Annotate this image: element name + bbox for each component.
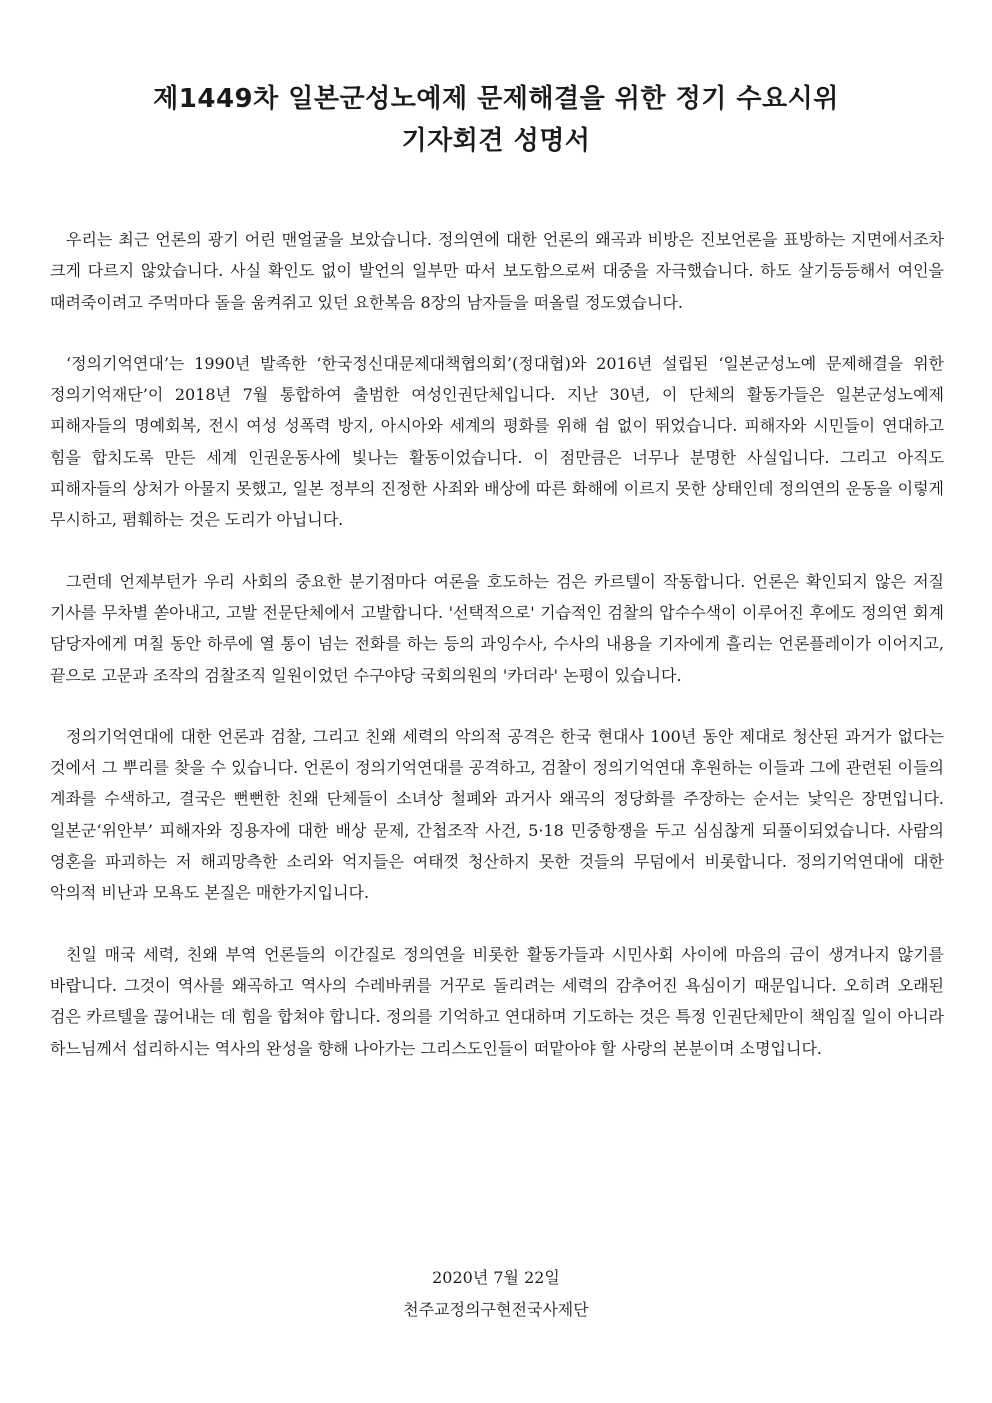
paragraph-1: 우리는 최근 언론의 광기 어린 맨얼굴을 보았습니다. 정의연에 대한 언론의 왜곡과 비방은 진보언론을 표방하는 지면에서조차 크게 다르지 않았습니다. 사실 확인도 없이 발언의 일부만 따서 보도함으로써 대중을 자극했습니다. 하도 살기등등해서 여인을 때려죽이려고 주먹마다 돌을 움켜쥐고 있던 요한복음 8장의 남자들을 떠올릴 정도였습니다.: [50, 230, 944, 312]
document-title: [0, 78, 992, 162]
paragraph-5: 친일 매국 세력, 친왜 부역 언론들의 이간질로 정의연을 비롯한 활동가들과 시민사회 사이에 마음의 금이 생겨나지 않기를 바랍니다. 그것이 역사를 왜곡하고 역사의 수레바퀴를 거꾸로 돌리려는 세력의 감추어진 욕심이기 때문입니다. 오히려 오래된 검은 카르텔을 끊어내는 데 힘을 합쳐야 합니다. 정의를 기억하고 연대하며 기도하는 것은 특정 인권단체만이 책임질 일이 아니라 하느님께서 섭리하시는 역사의 완성을 향해 나아가는 그리스도인들이 떠맡아야 할 사랑의 본분이며 소명입니다.: [50, 944, 944, 1058]
issuing-organization: 천주교정의구현전국사제단: [403, 1300, 589, 1319]
statement-body: [50, 224, 944, 1094]
paragraph-3: 그런데 언제부턴가 우리 사회의 중요한 분기점마다 여론을 호도하는 검은 카르텔이 작동합니다. 언론은 확인되지 않은 저질 기사를 무차별 쏟아내고, 고발 전문단체에서 고발합니다. '선택적으로' 기습적인 검찰의 압수수색이 이루어진 후에도 정의연 회계 담당자에게 며칠 동안 하루에 열 통이 넘는 전화를 하는 등의 과잉수사, 수사의 내용을 기자에게 흘리는 언론플레이가 이어지고, 끝으로 고문과 조작의 검찰조직 일원이었던 수구야당 국회의원의 '카더라' 논평이 있습니다.: [50, 571, 944, 685]
title-line-2: 기자회견 성명서: [401, 126, 591, 156]
statement-date: 2020년 7월 22일: [432, 1268, 560, 1287]
title-line-1: 제1449차 일본군성노예제 문제해결을 위한 정기 수요시위: [153, 84, 839, 114]
paragraph-2: ‘정의기억연대’는 1990년 발족한 ‘한국정신대문제대책협의회’(정대협)와 2016년 설립된 ‘일본군성노예 문제해결을 위한 정의기억재단’이 2018년 7월 통합하여 출범한 여성인권단체입니다. 지난 30년, 이 단체의 활동가들은 일본군성노예제 피해자들의 명예회복, 전시 여성 성폭력 방지, 아시아와 세계의 평화를 위해 쉼 없이 뛰었습니다. 피해자와 시민들이 연대하고 힘을 합치도록 만든 세계 인권운동사에 빛나는 활동이었습니다. 이 점만큼은 너무나 분명한 사실입니다. 그리고 아직도 피해자들의 상처가 아물지 못했고, 일본 정부의 진정한 사죄와 배상에 따른 화해에 이르지 못한 상태인데 정의연의 운동을 이렇게 무시하고, 폄훼하는 것은 도리가 아닙니다.: [50, 353, 944, 530]
signature-block: [0, 1262, 992, 1326]
paragraph-4: 정의기억연대에 대한 언론과 검찰, 그리고 친왜 세력의 악의적 공격은 한국 현대사 100년 동안 제대로 청산된 과거가 없다는 것에서 그 뿌리를 찾을 수 있습니다. 언론이 정의기억연대를 공격하고, 검찰이 정의기억연대 후원하는 이들과 그에 관련된 이들의 계좌를 수색하고, 결국은 뻔뻔한 친왜 단체들이 소녀상 철폐와 과거사 왜곡의 정당화를 주장하는 순서는 낯익은 장면입니다. 일본군‘위안부’ 피해자와 징용자에 대한 배상 문제, 간첩조작 사건, 5·18 민중항쟁을 두고 심심찮게 되풀이되었습니다. 사람의 영혼을 파괴하는 저 해괴망측한 소리와 억지들은 여태껏 청산하지 못한 것들의 무덤에서 비롯합니다. 정의기억연대에 대한 악의적 비난과 모욕도 본질은 매한가지입니다.: [50, 726, 944, 903]
